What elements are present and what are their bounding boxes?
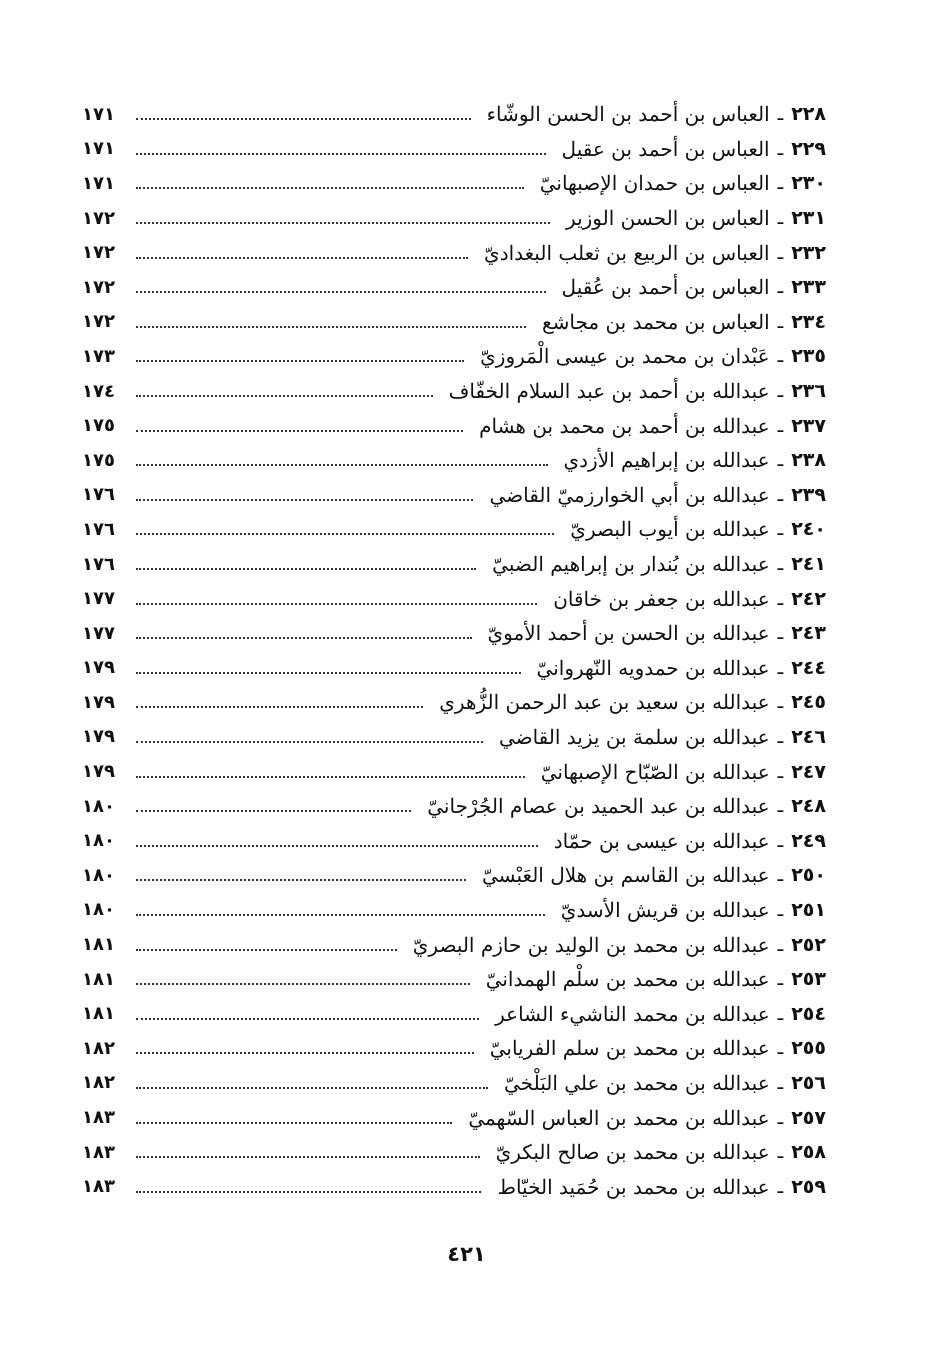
dot-leader (136, 706, 423, 708)
toc-entry (82, 1169, 826, 1204)
toc-entry-title: العباس بن الربيع بن ثعلب البغداديّ (484, 240, 770, 265)
table-of-contents (82, 97, 826, 1204)
toc-entry-separator: ـ (777, 518, 784, 541)
toc-entry-text (564, 448, 827, 472)
toc-entry-title: عبدالله بن عيسى بن حمّاد (553, 828, 770, 853)
toc-entry-text (449, 379, 826, 403)
toc-entry (82, 305, 826, 340)
toc-entry-title: عبدالله بن محمد بن صالح البكريّ (495, 1140, 770, 1165)
toc-entry (82, 789, 826, 824)
toc-entry-text (570, 517, 826, 541)
toc-entry-title: العباس بن الحسن الوزير (566, 206, 770, 231)
toc-entry-number: ٢٤١ (791, 553, 826, 576)
toc-entry-page: ١٧٩ (82, 691, 115, 713)
toc-entry-separator: ـ (777, 414, 784, 437)
toc-entry-text (496, 1140, 826, 1164)
toc-entry (82, 1031, 826, 1066)
toc-entry-page: ١٧١ (82, 103, 115, 125)
toc-entry (82, 339, 826, 374)
dot-leader (136, 1018, 479, 1020)
toc-entry-page: ١٧٢ (82, 242, 115, 264)
toc-entry (82, 651, 826, 686)
toc-entry-text (554, 829, 826, 853)
toc-entry-number: ٢٣٠ (791, 172, 826, 195)
dot-leader (136, 430, 463, 432)
toc-entry-page: ١٧٦ (82, 484, 115, 506)
toc-entry-text (537, 656, 826, 680)
toc-entry-title: عبدالله بن محمد بن سلم الفريابيّ (489, 1036, 770, 1061)
toc-entry-separator: ـ (777, 345, 784, 368)
toc-entry-title: العباس بن حمدان الإصبهانيّ (539, 171, 770, 196)
toc-entry-text (504, 1071, 826, 1095)
toc-entry-text (541, 760, 826, 784)
toc-entry (82, 235, 826, 270)
dot-leader (136, 637, 472, 639)
toc-entry-title: عبدالله بن محمد بن سلْم الهمدانيّ (485, 967, 770, 992)
toc-entry-page: ١٧٦ (82, 518, 115, 540)
toc-entry-separator: ـ (777, 656, 784, 679)
toc-entry-number: ٢٣٦ (791, 380, 826, 403)
toc-entry-number: ٢٣١ (791, 207, 826, 230)
toc-entry (82, 754, 826, 789)
toc-entry-title: عبدالله بن بُندار بن إبراهيم الضبيّ (492, 552, 770, 577)
toc-entry-title: عبدالله بن محمد الناشيء الشاعر (495, 1001, 770, 1026)
toc-entry-title: عبدالله بن حمدويه النّهروانيّ (536, 655, 770, 680)
toc-entry-text (566, 206, 826, 230)
toc-entry (82, 443, 826, 478)
toc-entry-separator: ـ (777, 864, 784, 887)
toc-entry-page: ١٧٦ (82, 553, 115, 575)
toc-entry-text (542, 310, 826, 334)
page-number: ٤٢١ (447, 1242, 486, 1266)
toc-entry-page: ١٧٢ (82, 276, 115, 298)
toc-entry-number: ٢٥٤ (791, 1002, 826, 1025)
toc-entry-number: ٢٢٩ (791, 137, 826, 160)
toc-entry-title: عبدالله بن أحمد بن عبد السلام الخفّاف (448, 379, 770, 404)
toc-entry-text (480, 344, 826, 368)
dot-leader (136, 533, 554, 535)
toc-entry-number: ٢٤٦ (791, 725, 826, 748)
toc-entry-title: عَبْدان بن محمد بن عيسى الْمَروزيّ (480, 344, 770, 369)
toc-entry-text (492, 552, 826, 576)
toc-entry (82, 616, 826, 651)
toc-entry (82, 166, 826, 201)
toc-entry-number: ٢٥٢ (791, 933, 826, 956)
toc-entry-separator: ـ (777, 310, 784, 333)
toc-entry-number: ٢٥٨ (791, 1141, 826, 1164)
toc-entry-text (468, 1106, 826, 1130)
toc-entry-number: ٢٤٨ (791, 795, 826, 818)
toc-entry-text (540, 171, 826, 195)
toc-entry-separator: ـ (777, 760, 784, 783)
toc-entry-number: ٢٣٥ (791, 345, 826, 368)
toc-entry-number: ٢٣٩ (791, 483, 826, 506)
toc-entry-separator: ـ (777, 241, 784, 264)
toc-entry-separator: ـ (777, 1037, 784, 1060)
toc-entry (82, 685, 826, 720)
toc-entry-page: ١٨١ (82, 934, 115, 956)
toc-entry (82, 581, 826, 616)
dot-leader (136, 672, 521, 674)
dot-leader (136, 810, 411, 812)
toc-entry (82, 996, 826, 1031)
toc-entry-separator: ـ (777, 933, 784, 956)
toc-entry-text (479, 414, 826, 438)
dot-leader (136, 499, 473, 501)
toc-entry (82, 962, 826, 997)
dot-leader (136, 1087, 488, 1089)
toc-entry-title: العباس بن أحمد بن الحسن الوشّاء (486, 102, 770, 127)
toc-entry-text (486, 967, 826, 991)
toc-entry (82, 478, 826, 513)
toc-entry-title: عبدالله بن أحمد بن محمد بن هشام (479, 413, 770, 438)
toc-entry-page: ١٧٧ (82, 588, 115, 610)
dot-leader (136, 464, 548, 466)
toc-entry-number: ٢٥٣ (791, 968, 826, 991)
toc-entry-page: ١٧١ (82, 138, 115, 160)
toc-entry-text (497, 1175, 826, 1199)
toc-entry-title: العباس بن أحمد بن عُقيل (561, 275, 770, 300)
toc-entry (82, 201, 826, 236)
toc-entry-text (484, 241, 826, 265)
toc-entry (82, 927, 826, 962)
toc-entry-text (489, 483, 826, 507)
dot-leader (136, 603, 537, 605)
toc-entry-text (427, 794, 826, 818)
dot-leader (136, 1191, 481, 1193)
dot-leader (136, 1122, 452, 1124)
dot-leader (136, 1156, 480, 1158)
toc-entry-page: ١٧٧ (82, 622, 115, 644)
dot-leader (136, 1052, 474, 1054)
toc-entry-separator: ـ (777, 968, 784, 991)
dot-leader (136, 118, 471, 120)
toc-entry-number: ٢٤٧ (791, 760, 826, 783)
toc-entry (82, 270, 826, 305)
toc-entry-number: ٢٢٨ (791, 103, 826, 126)
toc-entry (82, 1100, 826, 1135)
toc-entry-title: عبدالله بن القاسم بن هلال العَبْسيّ (482, 863, 770, 888)
toc-entry (82, 858, 826, 893)
toc-entry-separator: ـ (777, 1071, 784, 1094)
dot-leader (136, 845, 538, 847)
toc-entry (82, 408, 826, 443)
dot-leader (136, 187, 524, 189)
toc-entry-number: ٢٤٩ (791, 829, 826, 852)
toc-entry-title: عبدالله بن إبراهيم الأزدي (563, 448, 770, 473)
toc-entry-title: العباس بن محمد بن مجاشع (541, 309, 770, 334)
toc-entry-page: ١٧٩ (82, 657, 115, 679)
toc-entry-page: ١٨٠ (82, 864, 115, 886)
toc-entry-separator: ـ (777, 1175, 784, 1198)
toc-entry-number: ٢٤٣ (791, 622, 826, 645)
toc-entry (82, 720, 826, 755)
toc-entry-separator: ـ (777, 276, 784, 299)
toc-entry-text (553, 587, 826, 611)
toc-entry-title: عبدالله بن محمد بن علي البَلْخيّ (504, 1070, 770, 1095)
toc-entry-page: ١٧٩ (82, 761, 115, 783)
dot-leader (136, 776, 525, 778)
toc-entry-separator: ـ (777, 1106, 784, 1129)
toc-entry (82, 823, 826, 858)
toc-entry-page: ١٧٥ (82, 449, 115, 471)
toc-entry-page: ١٨٣ (82, 1107, 115, 1129)
toc-entry-separator: ـ (777, 483, 784, 506)
dot-leader (136, 291, 546, 293)
dot-leader (136, 914, 545, 916)
toc-entry-text (499, 725, 826, 749)
toc-entry-title: عبدالله بن سلمة بن يزيد القاضي (498, 724, 770, 749)
toc-entry-page: ١٨١ (82, 1003, 115, 1025)
toc-entry-page: ١٨٣ (82, 1141, 115, 1163)
toc-entry-title: عبدالله بن الحسن بن أحمد الأمويّ (487, 621, 770, 646)
toc-entry-number: ٢٥٦ (791, 1071, 826, 1094)
toc-entry-title: عبدالله بن أيوب البصريّ (570, 517, 770, 542)
toc-entry-text (562, 275, 826, 299)
toc-entry-page: ١٧٤ (82, 380, 115, 402)
toc-entry-separator: ـ (777, 725, 784, 748)
dot-leader (136, 949, 397, 951)
toc-entry-number: ٢٤٢ (791, 587, 826, 610)
toc-entry-page: ١٧٣ (82, 345, 115, 367)
toc-entry-separator: ـ (777, 1141, 784, 1164)
toc-entry-separator: ـ (777, 691, 784, 714)
toc-entry (82, 512, 826, 547)
toc-entry-title: عبدالله بن محمد بن العباس السّهميّ (468, 1105, 770, 1130)
toc-entry-separator: ـ (777, 137, 784, 160)
toc-entry-text (488, 621, 826, 645)
dot-leader (136, 360, 464, 362)
toc-entry-title: عبدالله بن قريش الأسديّ (560, 897, 770, 922)
toc-entry-title: العباس بن أحمد بن عقيل (561, 136, 770, 161)
toc-entry-separator: ـ (777, 553, 784, 576)
toc-entry-text (495, 1002, 826, 1026)
toc-entry-page: ١٨٢ (82, 1037, 115, 1059)
toc-entry-separator: ـ (777, 449, 784, 472)
dot-leader (136, 395, 433, 397)
toc-entry-number: ٢٥٧ (791, 1106, 826, 1129)
toc-entry (82, 97, 826, 132)
toc-entry-page: ١٧١ (82, 172, 115, 194)
toc-entry-page: ١٨٠ (82, 830, 115, 852)
toc-entry-text (482, 863, 826, 887)
toc-entry (82, 374, 826, 409)
toc-entry (82, 1135, 826, 1170)
toc-entry-page: ١٨٢ (82, 1072, 115, 1094)
toc-entry (82, 132, 826, 167)
dot-leader (136, 222, 550, 224)
dot-leader (136, 741, 483, 743)
toc-entry-page: ١٧٩ (82, 726, 115, 748)
toc-entry-separator: ـ (777, 103, 784, 126)
toc-entry-text (487, 102, 826, 126)
toc-entry-number: ٢٤٤ (791, 656, 826, 679)
toc-entry-title: عبدالله بن أبي الخوارزميّ القاضي (489, 482, 770, 507)
toc-entry-text (562, 137, 826, 161)
dot-leader (136, 879, 466, 881)
toc-entry-title: عبدالله بن الصّبّاح الإصبهانيّ (540, 759, 770, 784)
toc-entry-text (490, 1036, 826, 1060)
toc-entry-number: ٢٣٣ (791, 276, 826, 299)
toc-entry-title: عبدالله بن محمد بن حُمَيد الخيّاط (497, 1174, 770, 1199)
toc-entry-separator: ـ (777, 172, 784, 195)
toc-entry-text (439, 690, 826, 714)
toc-entry-separator: ـ (777, 829, 784, 852)
toc-entry-number: ٢٣٧ (791, 414, 826, 437)
toc-entry-page: ١٧٢ (82, 207, 115, 229)
dot-leader (136, 568, 476, 570)
dot-leader (136, 153, 546, 155)
toc-entry (82, 1066, 826, 1101)
toc-entry-separator: ـ (777, 795, 784, 818)
toc-entry-number: ٢٣٨ (791, 449, 826, 472)
toc-entry-page: ١٨٣ (82, 1176, 115, 1198)
toc-entry-page: ١٨٠ (82, 795, 115, 817)
toc-entry-title: عبدالله بن جعفر بن خاقان (553, 586, 770, 611)
toc-entry-separator: ـ (777, 587, 784, 610)
toc-entry-number: ٢٤٠ (791, 518, 826, 541)
toc-entry-title: عبدالله بن سعيد بن عبد الرحمن الزُّهري (439, 690, 770, 715)
dot-leader (136, 326, 526, 328)
toc-entry (82, 547, 826, 582)
toc-entry-text (413, 933, 826, 957)
toc-entry-number: ٢٥٩ (791, 1175, 826, 1198)
toc-entry-page: ١٨١ (82, 968, 115, 990)
toc-entry-separator: ـ (777, 1002, 784, 1025)
toc-entry-number: ٢٥١ (791, 898, 826, 921)
dot-leader (136, 257, 468, 259)
toc-entry-separator: ـ (777, 898, 784, 921)
toc-entry-title: عبدالله بن محمد بن الوليد بن حازم البصريّ (412, 932, 770, 957)
toc-entry (82, 893, 826, 928)
toc-entry-number: ٢٣٤ (791, 310, 826, 333)
toc-entry-page: ١٨٠ (82, 899, 115, 921)
toc-entry-number: ٢٣٢ (791, 241, 826, 264)
toc-entry-text (561, 898, 826, 922)
toc-entry-page: ١٧٢ (82, 311, 115, 333)
toc-entry-number: ٢٥٥ (791, 1037, 826, 1060)
toc-entry-separator: ـ (777, 207, 784, 230)
toc-entry-title: عبدالله بن عبد الحميد بن عصام الجُرْجانيّ (427, 794, 770, 819)
toc-entry-number: ٢٤٥ (791, 691, 826, 714)
toc-entry-page: ١٧٥ (82, 415, 115, 437)
dot-leader (136, 983, 470, 985)
toc-entry-number: ٢٥٠ (791, 864, 826, 887)
toc-entry-separator: ـ (777, 622, 784, 645)
toc-entry-separator: ـ (777, 380, 784, 403)
